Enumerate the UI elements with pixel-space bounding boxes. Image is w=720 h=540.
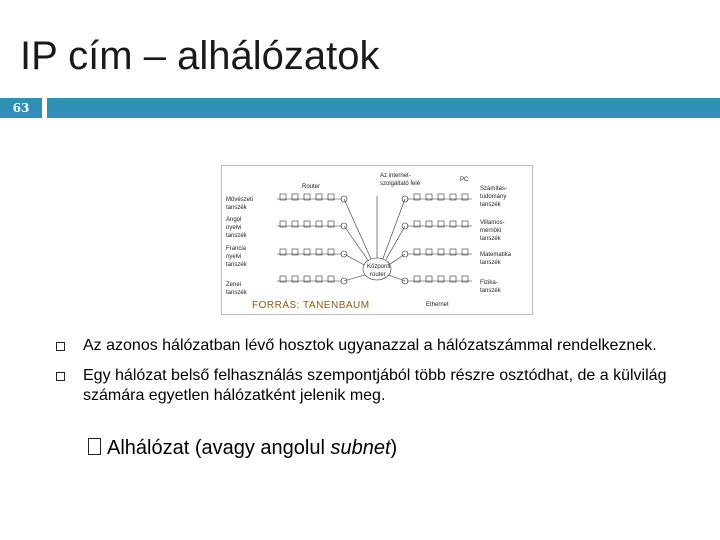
svg-text:tanszék: tanszék (480, 260, 501, 266)
page-title: IP cím – alhálózatok (20, 34, 380, 78)
svg-text:Számítás-: Számítás- (480, 186, 508, 192)
svg-text:nyelvi: nyelvi (226, 225, 242, 231)
left-row-1 (277, 194, 347, 202)
left-row-2 (277, 221, 347, 229)
svg-text:szolgáltató felé: szolgáltató felé (380, 181, 421, 187)
right-row-2 (402, 221, 472, 229)
bullet-item (52, 366, 692, 406)
svg-text:Zenei: Zenei (226, 282, 242, 288)
right-row-3 (402, 249, 472, 257)
svg-text:Művészeti: Művészeti (226, 197, 254, 203)
left-row-3 (277, 249, 347, 257)
svg-text:PC: PC (460, 177, 469, 183)
svg-text:tudomány: tudomány (480, 194, 507, 200)
svg-text:tanszék: tanszék (226, 290, 247, 296)
sub-bullet-lead: Alhálózat (avagy angolul (107, 437, 331, 459)
header-bar (0, 98, 720, 120)
bullet-text: Az azonos hálózatban lévő hosztok ugyanazzal a hálózatszámmal rendelkeznek. (83, 337, 657, 354)
bullet-icon (56, 342, 65, 351)
svg-text:tanszék: tanszék (480, 202, 501, 208)
left-row-4 (277, 276, 347, 284)
sub-bullet (88, 436, 397, 460)
figure-source: FORRÁS: TANENBAUM (252, 300, 370, 311)
svg-text:tanszék: tanszék (480, 288, 501, 294)
svg-text:mérnöki: mérnöki (480, 228, 502, 234)
svg-text:Az internet-: Az internet- (380, 173, 411, 179)
svg-text:Router: Router (302, 184, 321, 190)
sub-bullet-tail: ) (390, 437, 398, 459)
svg-text:tanszék: tanszék (226, 205, 247, 211)
diagram-labels (226, 173, 512, 308)
svg-text:tanszék: tanszék (226, 233, 247, 239)
svg-text:Angol: Angol (226, 217, 242, 223)
bullet-icon (56, 372, 65, 381)
right-row-1 (402, 194, 472, 202)
bullet-text: Egy hálózat belső felhasználás szempontjából több részre osztódhat, de a külvilág számára egyetlen hálózatként jelenik meg. (83, 367, 667, 404)
svg-text:Fizika-: Fizika- (480, 280, 498, 286)
svg-text:router: router (370, 272, 386, 278)
header-rule (47, 98, 720, 118)
sub-bullet-icon (88, 438, 101, 455)
network-diagram-svg (222, 166, 532, 314)
slide-number: 63 (0, 98, 42, 118)
sub-bullet-italic: subnet (330, 437, 391, 459)
svg-text:Francia: Francia (226, 246, 247, 252)
right-row-4 (402, 276, 472, 284)
svg-text:tanszék: tanszék (480, 236, 501, 242)
bullet-item (52, 336, 692, 356)
svg-text:nyelvi: nyelvi (226, 254, 242, 260)
svg-text:tanszék: tanszék (226, 262, 247, 268)
network-diagram (221, 165, 533, 315)
svg-text:Központi: Központi (367, 264, 391, 270)
svg-text:Villamos-: Villamos- (480, 220, 505, 226)
bullet-list (52, 336, 692, 416)
svg-text:Matematika: Matematika (480, 252, 512, 258)
svg-text:Ethernet: Ethernet (426, 302, 449, 308)
